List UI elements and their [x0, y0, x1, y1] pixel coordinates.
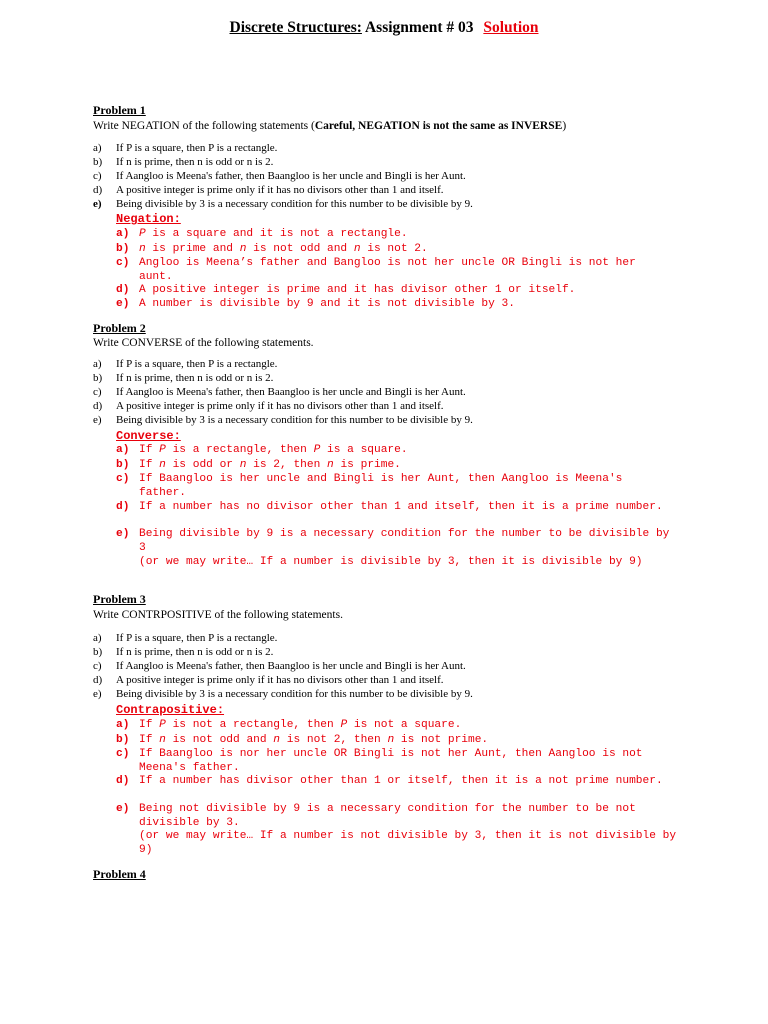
- item-text: If n is prime, then n is odd or n is 2.: [116, 372, 274, 384]
- item-text: A positive integer is prime only if it has no divisors other than 1 and itself.: [116, 674, 444, 686]
- solution-label: Solution: [483, 19, 539, 36]
- list-item: [93, 141, 277, 155]
- problem-1-instruction: [93, 119, 566, 133]
- item-text: Being divisible by 3 is a necessary condition for this number to be divisible by 9.: [116, 688, 473, 700]
- answer-text: Being not divisible by 9 is a necessary condition for the number to be not divisible by 3.: [139, 803, 636, 829]
- item-text: If P is a square, then P is a rectangle.: [116, 358, 278, 370]
- answer-marker: d): [116, 284, 130, 296]
- answer-text: A number is divisible by 9 and it is not divisible by 3.: [139, 298, 515, 310]
- answer-marker: c): [116, 748, 130, 760]
- list-item: [93, 155, 273, 169]
- item-marker: d): [93, 184, 103, 196]
- answer-marker: a): [116, 228, 130, 240]
- answer-marker: b): [116, 734, 130, 746]
- answer-text: If Baangloo is her uncle and Bingli is her Aunt, then Aangloo is Meena's father.: [139, 473, 623, 499]
- answer-text: If n is odd or n is 2, then n is prime.: [139, 459, 401, 471]
- answer-marker: d): [116, 501, 130, 513]
- list-item: [93, 687, 473, 701]
- item-marker: c): [93, 660, 102, 672]
- contrapositive-heading: Contrapositive:: [116, 703, 225, 717]
- answer-marker: a): [116, 444, 130, 456]
- course-title: Discrete Structures:: [229, 19, 362, 36]
- item-marker: a): [93, 358, 102, 370]
- answer-text: If n is not odd and n is not 2, then n is not prime.: [139, 734, 489, 746]
- page-title: [0, 18, 768, 38]
- answer-item: [116, 298, 676, 312]
- list-item: [93, 645, 273, 659]
- item-text: Being divisible by 3 is a necessary condition for this number to be divisible by 9.: [116, 414, 473, 426]
- instruction-text: Write NEGATION of the following statements (: [93, 120, 315, 132]
- answer-marker: e): [116, 528, 130, 540]
- answer-text: Being divisible by 9 is a necessary condition for the number to be divisible by 3: [139, 528, 670, 554]
- item-text: If Aangloo is Meena's father, then Baangloo is her uncle and Bingli is her Aunt.: [116, 386, 466, 398]
- answer-text: Angloo is Meena’s father and Bangloo is not her uncle OR Bingli is not her aunt.: [139, 257, 636, 283]
- answer-marker: b): [116, 243, 130, 255]
- item-text: If P is a square, then P is a rectangle.: [116, 142, 278, 154]
- instruction-text-end: ): [562, 120, 567, 132]
- item-marker: e): [93, 198, 102, 210]
- item-text: If Aangloo is Meena's father, then Baangloo is her uncle and Bingli is her Aunt.: [116, 660, 466, 672]
- item-marker: c): [93, 170, 102, 182]
- list-item: [93, 183, 444, 197]
- item-marker: b): [93, 156, 103, 168]
- answer-text: If P is a rectangle, then P is a square.: [139, 444, 408, 456]
- list-item: [93, 659, 466, 673]
- answer-item: [116, 501, 676, 515]
- answer-text: If a number has divisor other than 1 or itself, then it is a not prime number.: [139, 775, 663, 787]
- answer-item: [116, 719, 676, 733]
- list-item: [93, 169, 466, 183]
- item-text: A positive integer is prime only if it has no divisors other than 1 and itself.: [116, 184, 444, 196]
- answer-item: [116, 803, 676, 830]
- list-item: [93, 197, 473, 211]
- list-item: [93, 673, 444, 687]
- list-item: [93, 357, 277, 371]
- assignment-number: Assignment # 03: [364, 19, 474, 36]
- answer-item: [116, 257, 676, 284]
- item-marker: d): [93, 674, 103, 686]
- answer-marker: a): [116, 719, 130, 731]
- answer-item: [116, 775, 676, 789]
- problem-4-heading: Problem 4: [93, 867, 146, 881]
- item-marker: b): [93, 646, 103, 658]
- problem-1-heading: Problem 1: [93, 103, 146, 117]
- item-marker: b): [93, 372, 103, 384]
- converse-heading: Converse:: [116, 429, 181, 443]
- item-text: Being divisible by 3 is a necessary condition for this number to be divisible by 9.: [116, 198, 473, 210]
- answer-marker: c): [116, 473, 130, 485]
- problem-3-heading: Problem 3: [93, 592, 146, 606]
- answer-text: n is prime and n is not odd and n is not 2.: [139, 243, 428, 255]
- alternate-note: (or we may write… If a number is not divisible by 3, then it is not divisible by 9): [139, 830, 677, 856]
- answer-text: If Baangloo is nor her uncle OR Bingli is not her Aunt, then Aangloo is not Meena's father.: [139, 748, 643, 774]
- alternate-note: (or we may write… If a number is divisible by 3, then it is divisible by 9): [139, 556, 643, 568]
- answer-text: If P is not a rectangle, then P is not a square.: [139, 719, 462, 731]
- answer-item: [116, 444, 676, 458]
- answer-item: [116, 284, 676, 298]
- item-text: A positive integer is prime only if it has no divisors other than 1 and itself.: [116, 400, 444, 412]
- item-marker: e): [93, 688, 102, 700]
- item-marker: a): [93, 632, 102, 644]
- item-marker: c): [93, 386, 102, 398]
- answer-marker: e): [116, 803, 130, 815]
- answer-item: [116, 228, 676, 242]
- answer-text: A positive integer is prime and it has divisor other 1 or itself.: [139, 284, 576, 296]
- item-marker: d): [93, 400, 103, 412]
- answer-item: [116, 748, 676, 775]
- item-text: If n is prime, then n is odd or n is 2.: [116, 646, 274, 658]
- answer-marker: d): [116, 775, 130, 787]
- list-item: [93, 371, 273, 385]
- instruction-emphasis: Careful, NEGATION is not the same as INVERSE: [314, 120, 563, 132]
- answer-item: [116, 473, 676, 500]
- item-marker: a): [93, 142, 102, 154]
- answer-marker: b): [116, 459, 130, 471]
- list-item: [93, 631, 277, 645]
- answer-text: If a number has no divisor other than 1 and itself, then it is a prime number.: [139, 501, 663, 513]
- problem-2-heading: Problem 2: [93, 321, 146, 335]
- answer-marker: c): [116, 257, 130, 269]
- answer-item: [116, 528, 676, 555]
- problem-3-instruction: Write CONTRPOSITIVE of the following statements.: [93, 609, 343, 621]
- problem-2-instruction: Write CONVERSE of the following statements.: [93, 337, 314, 349]
- answer-marker: e): [116, 298, 130, 310]
- list-item: [93, 385, 466, 399]
- item-text: If Aangloo is Meena's father, then Baangloo is her uncle and Bingli is her Aunt.: [116, 170, 466, 182]
- answer-item: [116, 459, 676, 473]
- item-text: If n is prime, then n is odd or n is 2.: [116, 156, 274, 168]
- list-item: [93, 413, 473, 427]
- answer-item: [116, 734, 676, 748]
- answer-item: [116, 243, 676, 257]
- negation-heading: Negation:: [116, 212, 181, 226]
- list-item: [93, 399, 444, 413]
- answer-text: P is a square and it is not a rectangle.: [139, 228, 408, 240]
- item-text: If P is a square, then P is a rectangle.: [116, 632, 278, 644]
- item-marker: e): [93, 414, 102, 426]
